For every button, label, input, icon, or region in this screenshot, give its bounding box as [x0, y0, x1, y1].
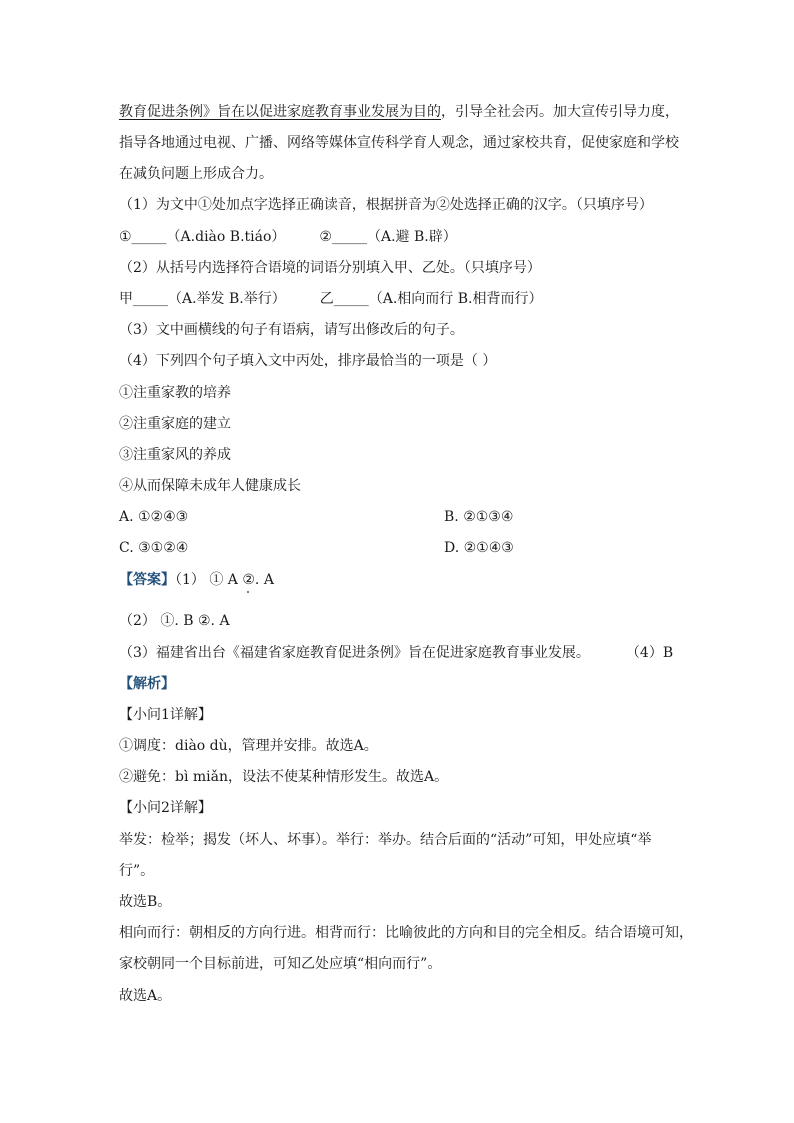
answer-4: （4）B — [625, 645, 674, 661]
answer-1: （1） ① A ②. A — [175, 572, 274, 588]
choice-c: C. ③①②④ — [119, 540, 189, 556]
question-4: （4）下列四个句子填入文中丙处，排序最恰当的一项是（ ） — [119, 353, 497, 369]
answer-line-3 — [119, 643, 673, 663]
answer-2: （2） ①. B ②. A — [119, 613, 230, 629]
sub-question-2-title: 【小问2详解】 — [119, 800, 212, 816]
question-2-option-b: 乙_____（A.相向而行 B.相背而行） — [319, 291, 543, 307]
question-1: （1）为文中①处加点字选择正确读音，根据拼音为②处选择正确的汉字。（只填序号） — [119, 197, 653, 213]
passage-line-1-rest: ，引导全社会丙。加大宣传引导力度， — [441, 104, 679, 120]
choice-b: B. ②①③④ — [444, 509, 514, 525]
analysis-1-line-2: ②避免：bì miǎn，设法不使某种情形发生。故选A。 — [119, 769, 449, 785]
sentence-1: ①注重家教的培养 — [119, 385, 231, 401]
question-2-options — [119, 289, 543, 309]
analysis-2-line-3: 故选B。 — [119, 894, 172, 910]
sub-question-1-title: 【小问1详解】 — [119, 707, 212, 723]
choice-row-2 — [119, 538, 188, 558]
question-3: （3）文中画横线的句子有语病，请写出修改后的句子。 — [119, 322, 464, 338]
question-2: （2）从括号内选择符合语境的词语分别填入甲、乙处。（只填序号） — [119, 260, 541, 276]
stray-dot — [247, 591, 249, 593]
answer-label: 【答案】 — [119, 572, 175, 588]
analysis-1-line-1: ①调度：diào dù，管理并安排。故选A。 — [119, 738, 378, 754]
question-1-option-b: ②_____（A.避 B.辟） — [319, 229, 457, 245]
answer-3: （3）福建省出台《福建省家庭教育促进条例》旨在促进家庭教育事业发展。 — [119, 645, 590, 661]
analysis-2-line-1: 举发：检举；揭发（坏人、坏事）。举行：举办。结合后面的“活动”可知，甲处应填“举 — [119, 832, 652, 848]
passage-line-2: 指导各地通过电视、广播、网络等媒体宣传科学育人观念，通过家校共育，促使家庭和学校 — [119, 135, 679, 151]
underlined-sentence: 教育促进条例》旨在以促进家庭教育事业发展为目的 — [119, 104, 441, 120]
question-2-option-a: 甲_____（A.举发 B.举行） — [119, 291, 286, 307]
analysis-2-line-5: 家校朝同一个目标前进，可知乙处应填“相向而行”。 — [119, 956, 442, 972]
passage-line-1 — [119, 102, 679, 122]
analysis-2-line-2: 行”。 — [119, 863, 155, 879]
analysis-label: 【解析】 — [119, 676, 175, 692]
sentence-2: ②注重家庭的建立 — [119, 416, 231, 432]
question-1-options — [119, 227, 457, 247]
sentence-4: ④从而保障未成年人健康成长 — [119, 478, 301, 494]
passage-line-3: 在减负问题上形成合力。 — [119, 166, 273, 182]
choice-row-1 — [119, 507, 188, 527]
answer-line-1 — [119, 570, 274, 590]
choice-d: D. ②①④③ — [444, 540, 514, 556]
analysis-2-line-4: 相向而行：朝相反的方向行进。相背而行：比喻彼此的方向和目的完全相反。结合语境可知， — [119, 925, 693, 941]
sentence-3: ③注重家风的养成 — [119, 447, 231, 463]
choice-a: A. ①②④③ — [119, 509, 189, 525]
question-1-option-a: ①_____（A.diào B.tiáo） — [119, 229, 286, 245]
analysis-2-line-6: 故选A。 — [119, 988, 172, 1004]
